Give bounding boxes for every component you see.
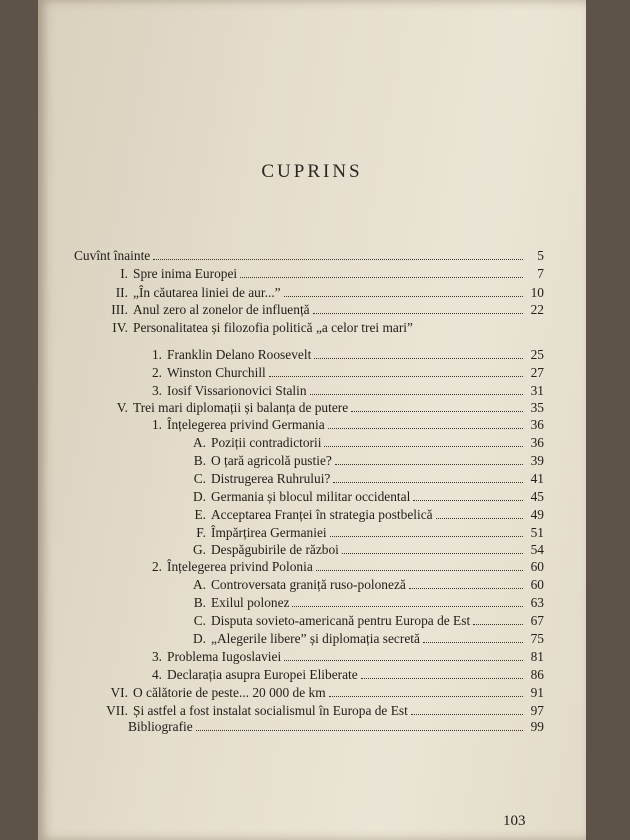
toc-entry-title: Bibliografie bbox=[128, 719, 193, 734]
toc-entry-title: Franklin Delano Roosevelt bbox=[167, 347, 312, 362]
toc-entry bbox=[108, 346, 544, 363]
toc-entry-number: III. bbox=[111, 302, 128, 317]
toc-entry-page: 31 bbox=[530, 383, 544, 398]
leader-dots bbox=[328, 418, 523, 429]
toc-entry-title: Personalitatea și filozofia politică „a celor trei mari” bbox=[133, 320, 413, 335]
toc-entry-page: 54 bbox=[530, 542, 544, 557]
toc-entry bbox=[146, 506, 544, 523]
toc-entry-page: 7 bbox=[537, 266, 544, 281]
leader-dots bbox=[284, 286, 523, 297]
toc-entry-page: 41 bbox=[530, 471, 544, 486]
toc-entry bbox=[146, 470, 544, 487]
toc-entry-page: 49 bbox=[530, 507, 544, 522]
toc-entry-title: „În căutarea liniei de aur...” bbox=[133, 285, 281, 300]
toc-entry-page: 75 bbox=[530, 631, 544, 646]
page-number: 103 bbox=[503, 813, 526, 829]
toc-entry bbox=[108, 666, 544, 683]
toc-entry-number: 1. bbox=[151, 417, 162, 432]
leader-dots bbox=[361, 668, 523, 679]
leader-dots bbox=[411, 704, 523, 715]
toc-entry-number: 2. bbox=[151, 365, 162, 380]
leader-dots bbox=[153, 249, 523, 260]
toc-entry-page: 99 bbox=[530, 719, 544, 734]
toc-entry bbox=[76, 399, 544, 416]
leader-dots bbox=[292, 596, 523, 607]
toc-entry-number: A. bbox=[192, 435, 206, 450]
toc-entry-page: 36 bbox=[530, 417, 544, 432]
toc-entry bbox=[108, 558, 544, 575]
toc-entry-page: 5 bbox=[537, 248, 544, 263]
toc-entry-number: 2. bbox=[151, 559, 162, 574]
toc-entry-title: Declarația asupra Europei Eliberate bbox=[167, 667, 358, 682]
toc-entry-title: Exilul polonez bbox=[211, 595, 290, 610]
toc-entry bbox=[108, 648, 544, 665]
toc-entry-title: Poziții contradictorii bbox=[211, 435, 322, 450]
toc-entry-page: 36 bbox=[530, 435, 544, 450]
leader-dots bbox=[313, 303, 523, 314]
toc-entry-title: Împărțirea Germaniei bbox=[211, 525, 327, 540]
toc-entry-title: Distrugerea Ruhrului? bbox=[211, 471, 331, 486]
toc-entry-number: IV. bbox=[112, 320, 128, 335]
toc-entry-title: Disputa sovieto-americană pentru Europa de Est bbox=[211, 613, 471, 628]
toc-entry-page: 45 bbox=[530, 489, 544, 504]
toc-entry-title: Controversata graniță ruso-poloneză bbox=[211, 577, 406, 592]
leader-dots bbox=[314, 348, 523, 359]
toc-entry-title: Spre inima Europei bbox=[133, 266, 238, 281]
leader-dots bbox=[409, 578, 523, 589]
toc-entry-title: Înțelegerea privind Polonia bbox=[167, 559, 313, 574]
leader-dots bbox=[316, 560, 523, 571]
toc-entry-number: V. bbox=[116, 400, 128, 415]
toc-entry bbox=[108, 382, 544, 399]
toc-entry-number: VI. bbox=[110, 685, 128, 700]
toc-entry-page: 35 bbox=[530, 400, 544, 415]
toc-entry bbox=[146, 452, 544, 469]
toc-entry-title: Cuvînt înainte bbox=[74, 248, 151, 263]
toc-entry bbox=[76, 319, 544, 336]
toc-entry-number: B. bbox=[193, 595, 206, 610]
toc-entry-number: C. bbox=[193, 471, 206, 486]
toc-entry bbox=[128, 718, 544, 735]
toc-entry-title: Anul zero al zonelor de influență bbox=[133, 302, 310, 317]
toc-entry-number: 1. bbox=[151, 347, 162, 362]
toc-entry bbox=[76, 284, 544, 301]
toc-entry-page: 27 bbox=[530, 365, 544, 380]
leader-dots bbox=[413, 490, 523, 501]
leader-dots bbox=[473, 614, 523, 625]
toc-entry-number: 4. bbox=[151, 667, 162, 682]
toc-entry-title: O țară agricolă pustie? bbox=[211, 453, 332, 468]
toc-entry bbox=[146, 524, 544, 541]
leader-dots bbox=[335, 454, 523, 465]
toc-entry-page: 91 bbox=[530, 685, 544, 700]
toc-entry-number: 3. bbox=[151, 383, 162, 398]
toc-entry bbox=[146, 488, 544, 505]
leader-dots bbox=[351, 401, 523, 412]
toc-entry bbox=[146, 612, 544, 629]
toc-entry bbox=[146, 576, 544, 593]
toc-entry bbox=[76, 702, 544, 719]
toc-entry bbox=[76, 684, 544, 701]
toc-entry bbox=[76, 301, 544, 318]
toc-entry bbox=[108, 364, 544, 381]
leader-dots bbox=[284, 650, 523, 661]
book-page bbox=[38, 0, 586, 840]
toc-entry bbox=[146, 434, 544, 451]
toc-entry-page: 25 bbox=[530, 347, 544, 362]
toc-entry bbox=[74, 247, 544, 264]
toc-entry-number: D. bbox=[192, 489, 206, 504]
toc-entry-title: Trei mari diplomații și balanța de putere bbox=[133, 400, 349, 415]
toc-entry-title: Iosif Vissarionovici Stalin bbox=[167, 383, 307, 398]
toc-entry-title: „Alegerile libere” și diplomația secretă bbox=[211, 631, 420, 646]
toc-entry-page: 51 bbox=[530, 525, 544, 540]
leader-dots bbox=[423, 632, 523, 643]
toc-entry-number: I. bbox=[120, 266, 128, 281]
toc-entry bbox=[76, 265, 544, 282]
toc-entry-number: A. bbox=[192, 577, 206, 592]
toc-entry bbox=[146, 541, 544, 558]
toc-entry-title: Despăgubirile de război bbox=[211, 542, 339, 557]
toc-entry-number: II. bbox=[115, 285, 128, 300]
toc-entry-page: 60 bbox=[530, 559, 544, 574]
toc-entry-number: C. bbox=[193, 613, 206, 628]
toc-entry-page: 63 bbox=[530, 595, 544, 610]
toc-entry-page: 22 bbox=[530, 302, 544, 317]
leader-dots bbox=[329, 686, 523, 697]
toc-entry-title: Înțelegerea privind Germania bbox=[167, 417, 325, 432]
toc-entry-title: Acceptarea Franței în strategia postbelică bbox=[211, 507, 433, 522]
leader-dots bbox=[269, 366, 523, 377]
toc-entry-number: B. bbox=[193, 453, 206, 468]
page-title: CUPRINS bbox=[261, 161, 363, 182]
leader-dots bbox=[342, 543, 523, 554]
toc-entry-page: 10 bbox=[530, 285, 544, 300]
toc-entry-title: Winston Churchill bbox=[167, 365, 266, 380]
toc-entry-number: G. bbox=[192, 542, 206, 557]
toc-entry-number: D. bbox=[192, 631, 206, 646]
toc-entry-number: VII. bbox=[106, 703, 128, 718]
leader-dots bbox=[330, 526, 523, 537]
toc-entry-page: 67 bbox=[530, 613, 544, 628]
toc-entry-title: O călătorie de peste... 20 000 de km bbox=[133, 685, 326, 700]
toc-entry-page: 97 bbox=[530, 703, 544, 718]
toc-entry bbox=[146, 630, 544, 647]
toc-entry bbox=[146, 594, 544, 611]
toc-entry-page: 60 bbox=[530, 577, 544, 592]
leader-dots bbox=[310, 384, 523, 395]
toc-entry-page: 86 bbox=[530, 667, 544, 682]
toc-entry-number: F. bbox=[196, 525, 206, 540]
toc-entry-number: 3. bbox=[151, 649, 162, 664]
toc-entry-number: E. bbox=[194, 507, 206, 522]
toc-entry-page: 81 bbox=[530, 649, 544, 664]
table-of-contents bbox=[38, 0, 586, 840]
leader-dots bbox=[333, 472, 523, 483]
toc-entry-page: 39 bbox=[530, 453, 544, 468]
toc-entry bbox=[108, 416, 544, 433]
leader-dots bbox=[324, 436, 523, 447]
leader-dots bbox=[436, 508, 523, 519]
leader-dots bbox=[196, 720, 523, 731]
leader-dots bbox=[240, 267, 523, 278]
toc-entry-title: Germania și blocul militar occidental bbox=[211, 489, 411, 504]
toc-entry-title: Problema Iugoslaviei bbox=[167, 649, 282, 664]
toc-entry-title: Și astfel a fost instalat socialismul în Europa de Est bbox=[133, 703, 408, 718]
